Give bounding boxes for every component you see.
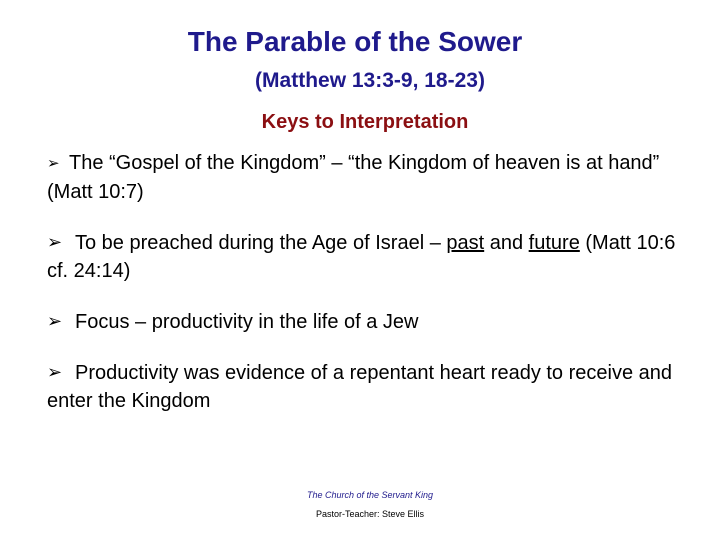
bullet-text: To be preached during the Age of Israel –: [75, 232, 447, 254]
arrowhead-bullet-icon: ➢: [47, 311, 63, 331]
underlined-text: past: [446, 232, 485, 254]
slide-title: The Parable of the Sower: [187, 26, 523, 57]
section-heading: Keys to Interpretation: [261, 111, 469, 133]
bullet-text: The “Gospel of the Kingdom” – “the Kingdom of heaven is at hand” (Matt 10:7): [47, 152, 660, 203]
footer-pastor: Pastor-Teacher: Steve Ellis: [315, 509, 425, 519]
arrowhead-bullet-icon: ➢: [47, 362, 63, 382]
arrowhead-bullet-icon: ➢: [47, 155, 60, 172]
underlined-text: future: [528, 232, 580, 254]
arrowhead-bullet-icon: ➢: [47, 232, 63, 252]
bullet-item: [47, 358, 687, 415]
footer-church-name: The Church of the Servant King: [306, 490, 434, 500]
bullet-text: Focus – productivity in the life of a Jew: [75, 311, 419, 333]
bullet-item: [47, 228, 687, 285]
slide-subtitle: (Matthew 13:3-9, 18-23): [255, 69, 485, 92]
bullet-text: (Matt 10:6 cf. 24:14): [47, 232, 676, 282]
bullet-text: Productivity was evidence of a repentant heart ready to receive and enter the Kingdom: [47, 362, 673, 412]
bullet-list: [47, 149, 687, 415]
bullet-item: [47, 149, 687, 206]
bullet-text: and: [484, 232, 529, 254]
bullet-item: [47, 307, 687, 336]
